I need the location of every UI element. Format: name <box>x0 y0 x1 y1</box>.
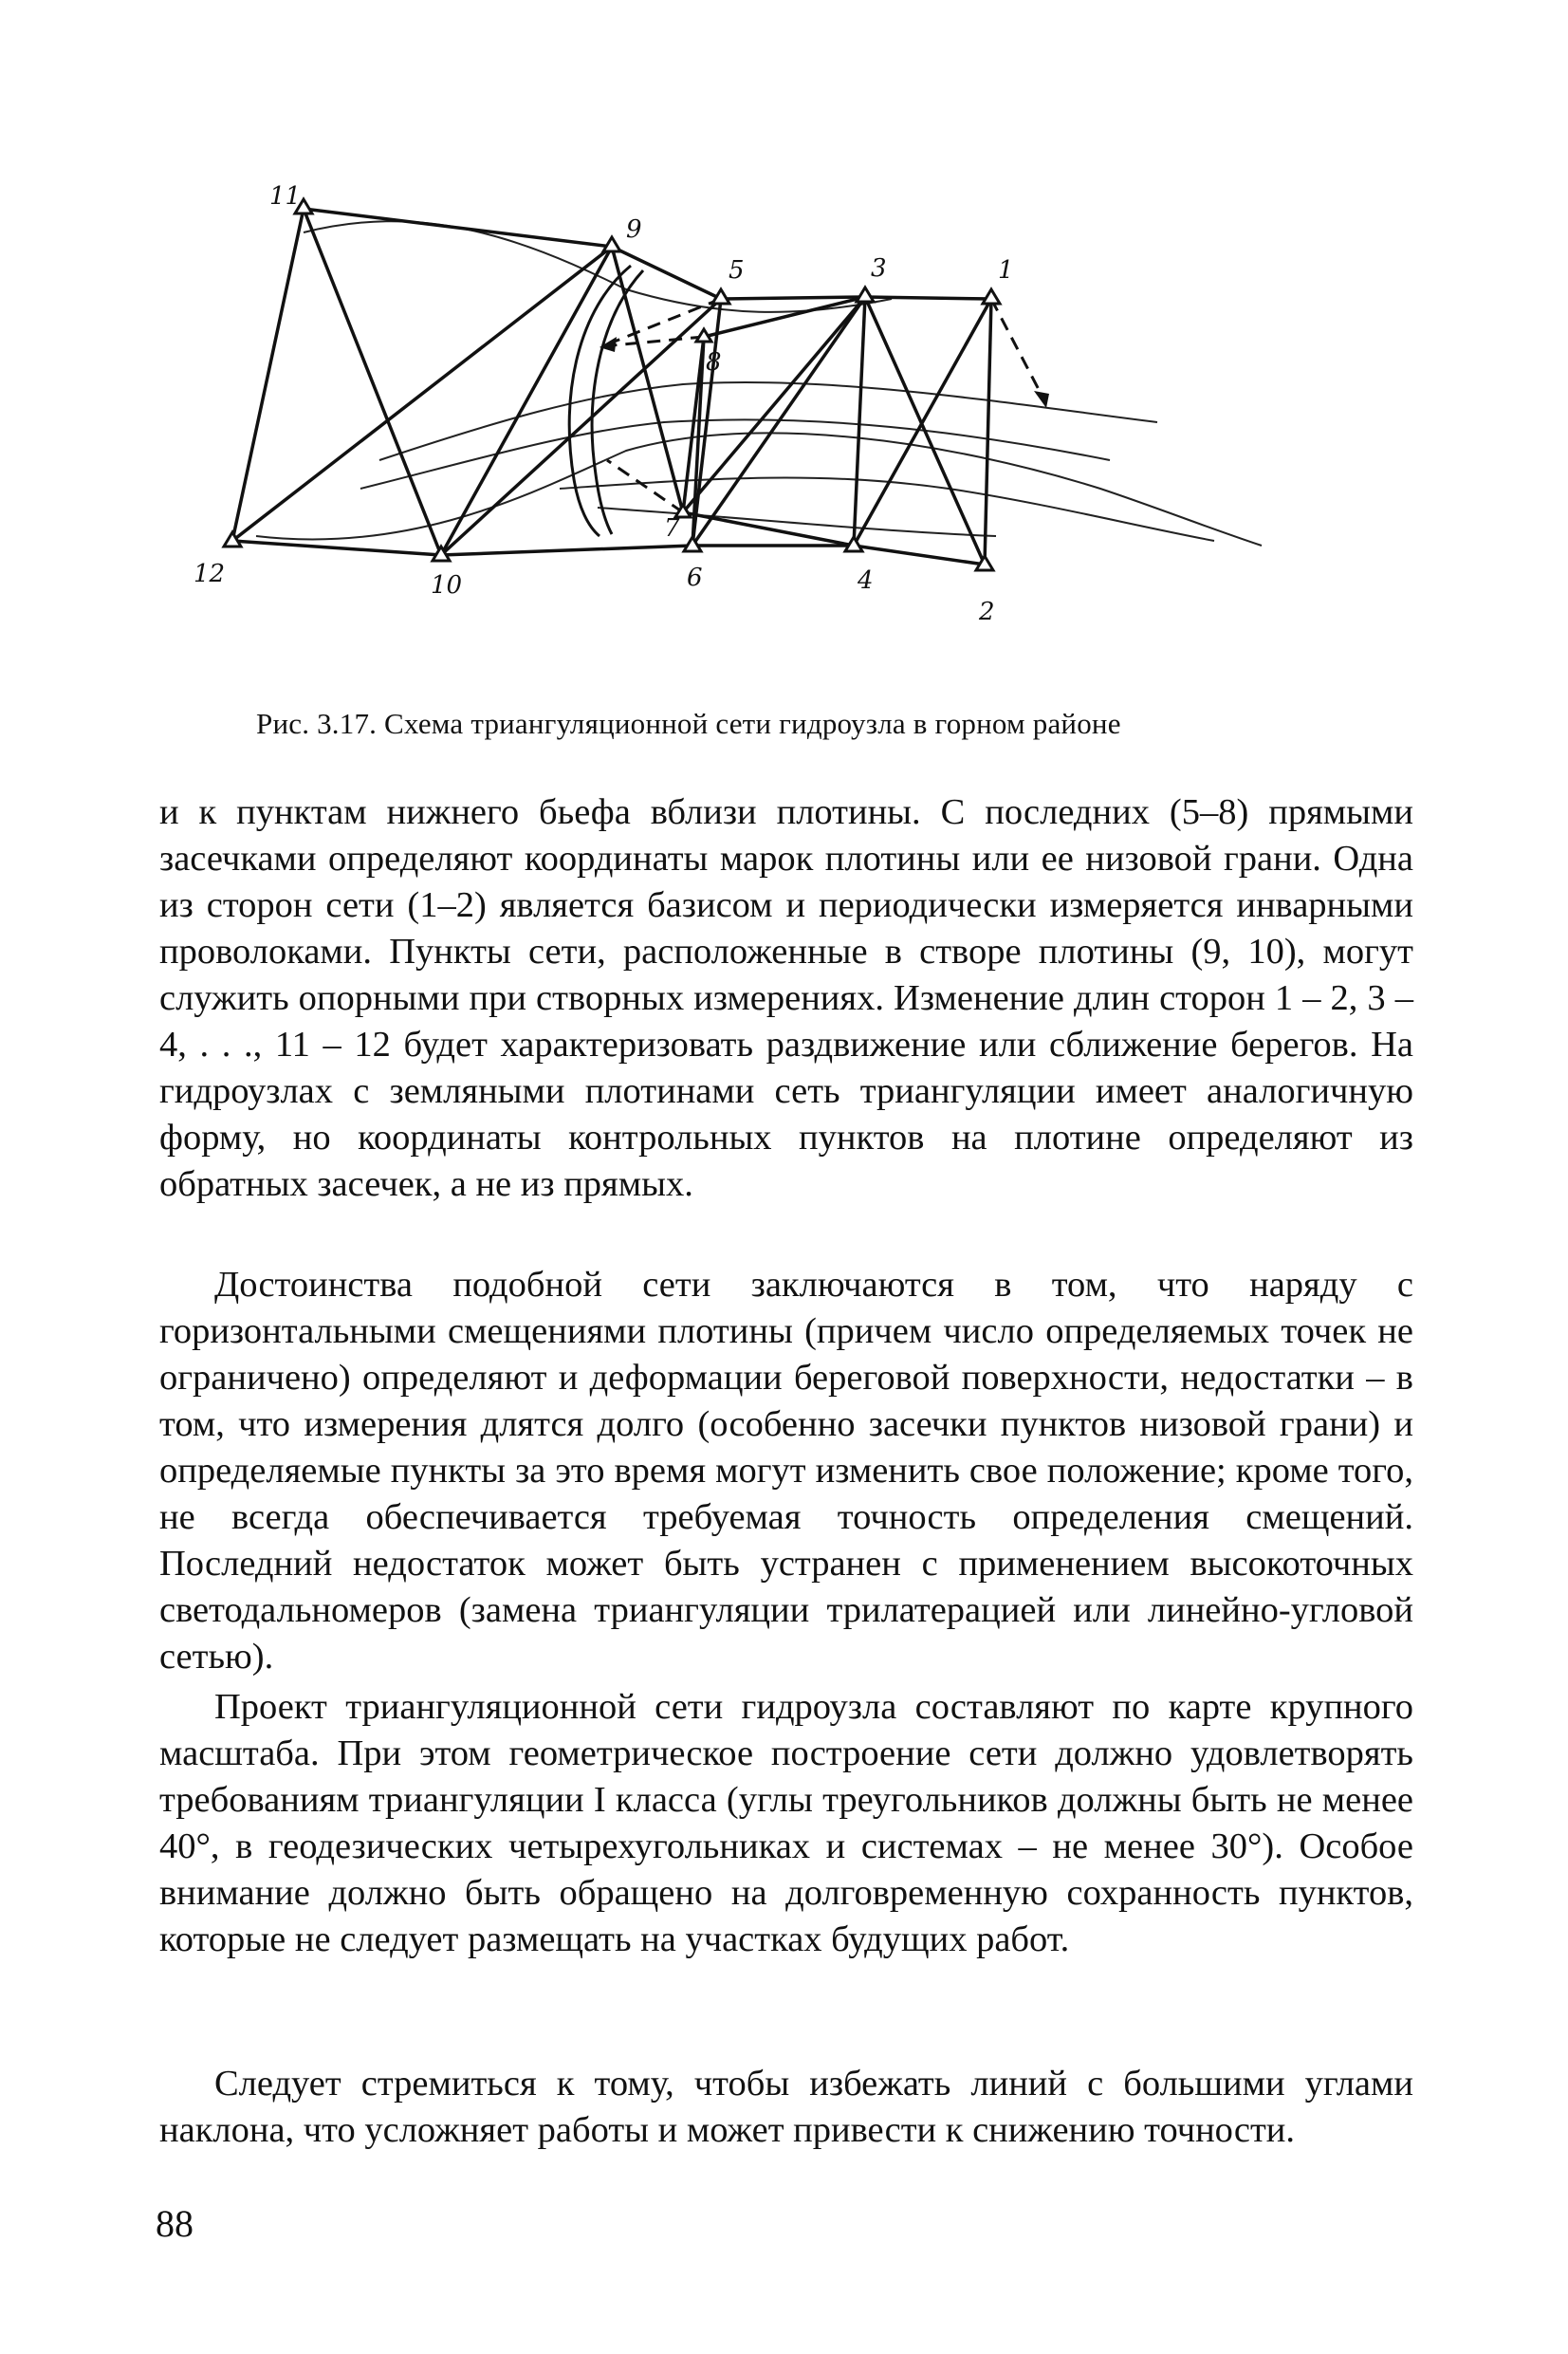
triangulation-network-figure <box>194 176 1337 678</box>
dashed-lines <box>602 299 1043 512</box>
body-paragraph-1 <box>159 789 1413 1208</box>
page-number: 88 <box>156 2202 194 2245</box>
point-3-label: 3 <box>871 254 887 283</box>
paragraph-text: Следует стремиться к тому, чтобы избежать линий с большими углами наклона, что усложняет работы и может привести к снижению точности. <box>159 2064 1413 2150</box>
point-6-label: 6 <box>687 564 703 592</box>
point-1-marker <box>983 289 1000 304</box>
body-paragraph-3 <box>159 1684 1413 1963</box>
paragraph-text: Проект триангуляционной сети гидроузла составляют по карте крупного масштаба. При этом геометрическое построение сети должно удовлетворять требованиям триангуляции I класса (углы треугольников должны быть не менее 40°, в геодезических четырехугольниках и системах – не менее 30°). Особое внимание должно быть обращено на долговременную сохранность пунктов, которые не следует размещать на участках будущих работ. <box>159 1687 1413 1959</box>
terrain-curves <box>256 221 1262 546</box>
paragraph-text: и к пунктам нижнего бьефа вблизи плотины. С последних (5–8) прямыми засечками определяют координаты марок плотины или ее низовой грани. Одна из сторон сети (1–2) является базисом и периодически измеряется инварными проволоками. Пункты сети, расположенные в створе плотины (9, 10), могут служить опорными при створных измерениях. Изменение длин сторон 1 – 2, 3 – 4, . . ., 11 – 12 будет характеризовать раздвижение или сближение берегов. На гидроузлах с земляными плотинами сеть триангуляции имеет аналогичную форму, но координаты контрольных пунктов на плотине определяют из обратных засечек, а не из прямых. <box>159 792 1413 1204</box>
point-2-label: 2 <box>979 598 995 626</box>
triangulation-diagram <box>194 176 1337 678</box>
body-paragraph-4 <box>159 2061 1413 2154</box>
paragraph-text: Достоинства подобной сети заключаются в том, что наряду с горизонтальными смещениями плотины (причем число определяемых точек не ограничено) определяют и деформации береговой поверхности, недостатки – в том, что измерения длятся долго (особенно засечки пунктов низовой грани) и определяемые пункты за это время могут изменить свое положение; кроме того, не всегда обеспечивается требуемая точность определения смещений. Последний недостаток может быть устранен с применением высокоточных светодальномеров (замена триангуляции трилатерацией или линейно-угловой сетью). <box>159 1265 1413 1677</box>
figure-caption: Рис. 3.17. Схема триангуляционной сети гидроузла в горном районе <box>256 707 1121 740</box>
point-4-label: 4 <box>858 566 874 595</box>
point-8-label: 8 <box>706 348 722 377</box>
point-9-label: 9 <box>626 215 642 244</box>
body-paragraph-2 <box>159 1262 1413 1680</box>
point-12-label: 12 <box>194 560 226 588</box>
point-10-label: 10 <box>431 571 463 600</box>
point-7-label: 7 <box>664 514 680 543</box>
point-3-marker <box>857 287 874 302</box>
point-11-label: 11 <box>269 182 302 211</box>
point-1-label: 1 <box>998 256 1014 285</box>
point-5-label: 5 <box>729 256 745 285</box>
point-8-marker <box>696 329 711 342</box>
